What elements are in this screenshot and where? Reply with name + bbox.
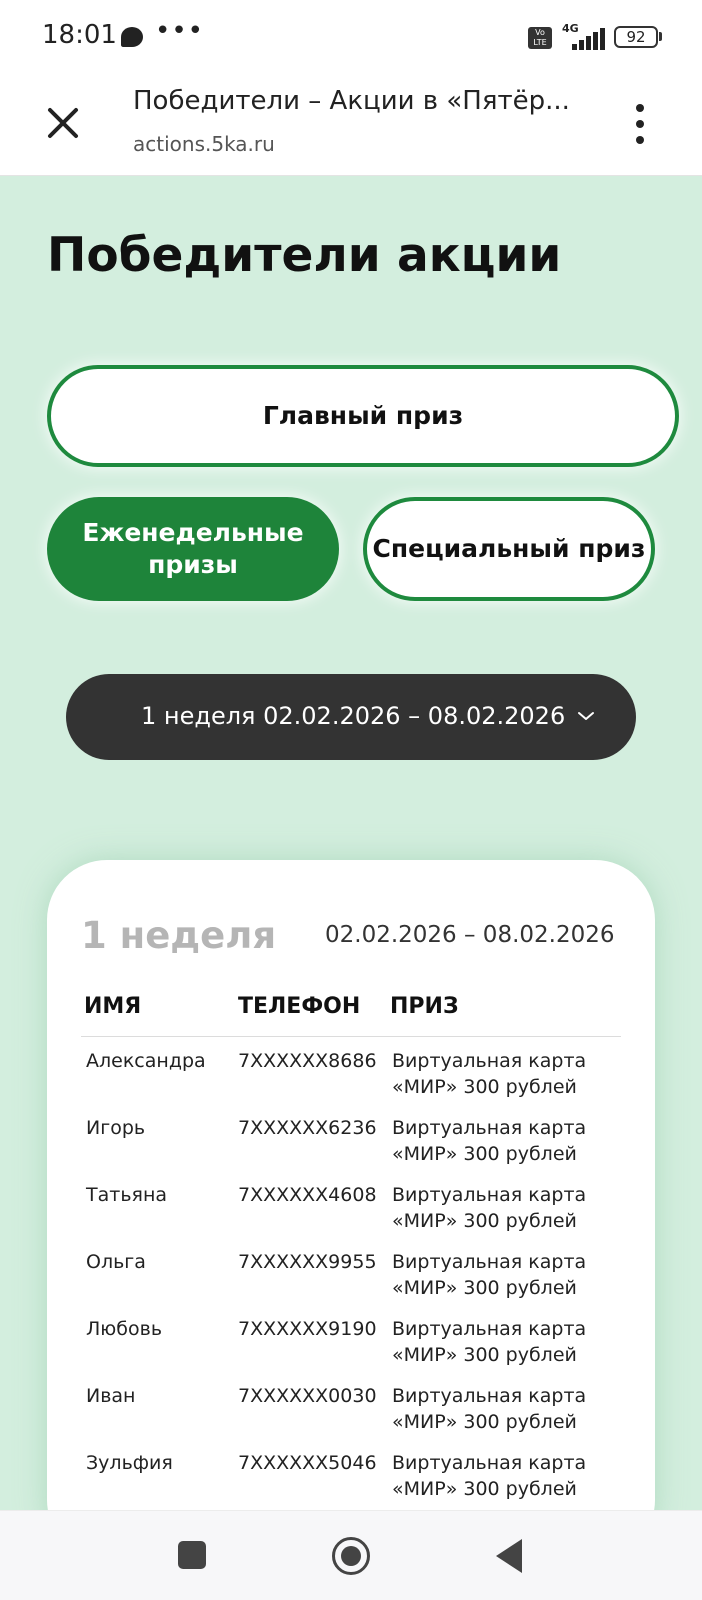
table-row (47, 1249, 655, 1317)
browser-toolbar (0, 76, 702, 176)
winners-card (47, 860, 655, 1510)
week-select-dropdown[interactable] (66, 674, 636, 760)
table-row (47, 1048, 655, 1116)
tab-main-prize[interactable]: Главный приз (47, 365, 679, 467)
card-week-title: 1 неделя (81, 914, 277, 957)
winner-name: Зульфия (86, 1452, 173, 1474)
battery-tip (659, 32, 662, 41)
table-row (47, 1450, 655, 1510)
battery-icon: 92 (614, 26, 658, 48)
volte-icon: Vo LTE (528, 27, 552, 49)
winner-name: Иван (86, 1385, 136, 1407)
overflow-dots-icon: ••• (155, 16, 205, 46)
back-triangle-icon[interactable] (496, 1539, 522, 1573)
winner-name: Ольга (86, 1251, 146, 1273)
page-content (0, 176, 702, 1510)
status-time: 18:01 (42, 20, 117, 50)
chat-bubble-icon (121, 27, 143, 47)
tab-weekly-prizes-label: Еженедельные призы (82, 518, 304, 579)
page-title: Победители акции (47, 228, 562, 283)
winner-prize: Виртуальная карта «МИР» 300 рублей (392, 1184, 587, 1232)
winner-name: Татьяна (86, 1184, 168, 1206)
column-header-prize: ПРИЗ (390, 994, 459, 1019)
winner-phone: 7XXXXXX9955 (238, 1251, 377, 1273)
winner-name: Любовь (86, 1318, 163, 1340)
tab-weekly-prizes[interactable] (47, 497, 339, 601)
close-icon[interactable] (40, 100, 86, 146)
winner-prize: Виртуальная карта «МИР» 300 рублей (392, 1452, 587, 1500)
column-header-phone: ТЕЛЕФОН (238, 994, 361, 1019)
winner-phone: 7XXXXXX5046 (238, 1452, 377, 1474)
winner-prize: Виртуальная карта «МИР» 300 рублей (392, 1117, 587, 1165)
browser-page-title: Победители – Акции в «Пятёр... (133, 86, 570, 116)
table-header-divider (81, 1036, 621, 1037)
winner-phone: 7XXXXXX6236 (238, 1117, 377, 1139)
winner-name: Александра (86, 1050, 206, 1072)
tab-special-prize-label: Специальный приз (372, 534, 646, 563)
winner-phone: 7XXXXXX9190 (238, 1318, 377, 1340)
network-type: 4G (562, 22, 579, 35)
winner-phone: 7XXXXXX0030 (238, 1385, 377, 1407)
winner-name: Игорь (86, 1117, 146, 1139)
table-row (47, 1316, 655, 1384)
winner-prize: Виртуальная карта «МИР» 300 рублей (392, 1318, 587, 1366)
card-week-dates: 02.02.2026 – 08.02.2026 (325, 922, 615, 948)
status-bar (0, 0, 702, 76)
recents-square-icon[interactable] (178, 1541, 206, 1569)
table-row (47, 1383, 655, 1451)
more-vert-icon[interactable] (624, 102, 656, 146)
winner-prize: Виртуальная карта «МИР» 300 рублей (392, 1385, 587, 1433)
signal-icon (572, 28, 608, 50)
browser-url[interactable]: actions.5ka.ru (133, 132, 275, 156)
chevron-down-icon (574, 704, 598, 728)
winner-phone: 7XXXXXX4608 (238, 1184, 377, 1206)
week-select-label: 1 неделя 02.02.2026 – 08.02.2026 (141, 702, 566, 730)
home-circle-icon[interactable] (332, 1537, 370, 1575)
column-header-name: ИМЯ (84, 994, 142, 1019)
table-row (47, 1182, 655, 1250)
tab-special-prize[interactable] (363, 497, 655, 601)
table-row (47, 1115, 655, 1183)
system-nav-bar (0, 1510, 702, 1600)
winner-prize: Виртуальная карта «МИР» 300 рублей (392, 1251, 587, 1299)
winner-prize: Виртуальная карта «МИР» 300 рублей (392, 1050, 587, 1098)
winner-phone: 7XXXXXX8686 (238, 1050, 377, 1072)
